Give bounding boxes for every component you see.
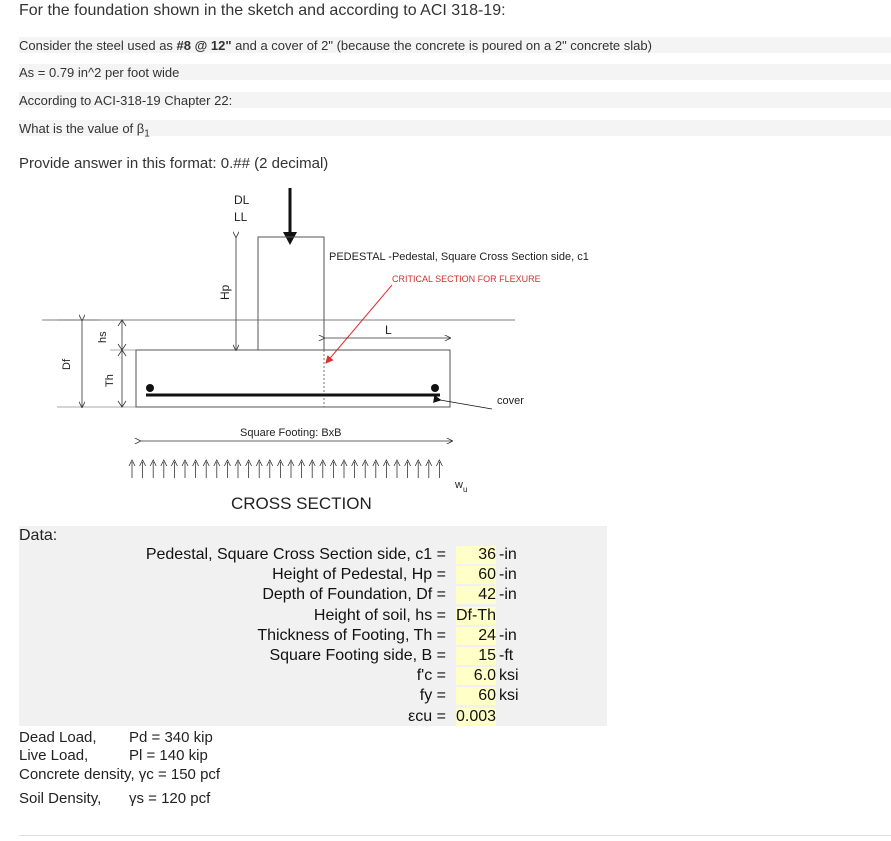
data-row-label: Thickness of Footing, Th = [257,626,446,644]
answer-format: Provide answer in this format: 0.## (2 decimal) [19,155,329,172]
hs-label: hs [97,331,109,343]
steel-note: Consider the steel used as #8 @ 12" and a cover of 2" (because the concrete is poured on a 2" concrete slab) [19,38,652,53]
as-note: As = 0.79 in^2 per foot wide [19,65,180,80]
soil-density-value: γs = 120 pcf [129,790,211,807]
data-row-value: 60 [456,687,496,705]
data-row-unit: -in [499,586,517,604]
dead-load-value: Pd = 340 kip [129,729,213,746]
beta-question: What is the value of $\beta_1$ [19,121,150,140]
df-label: Df [61,359,73,370]
wu-label: $w_u$ [455,479,468,494]
data-row-value: 24 [456,627,496,645]
pedestal-label: PEDESTAL -Pedestal, Square Cross Section side, c1 [329,251,589,263]
data-row-unit: -in [499,566,517,584]
data-row-label: fy = [419,687,446,705]
data-row-label: Pedestal, Square Cross Section side, c1 = [145,546,446,563]
data-row-label: f'c = [416,667,446,685]
data-row-unit: -in [499,626,517,644]
live-load-value: Pl = 140 kip [129,747,208,764]
critical-section-label: CRITICAL SECTION FOR FLEXURE [392,274,541,284]
data-row-label: Depth of Foundation, Df = [262,586,446,604]
data-label: Data: [19,527,58,544]
data-row-value: 6.0 [456,667,496,685]
divider [19,835,891,836]
soil-pressure-arrows [129,460,442,478]
footing-label: Square Footing: BxB [240,427,342,439]
th-label: Th [104,374,116,387]
cover-label: cover [497,395,524,407]
concrete-density: Concrete density, γc = 150 pcf [19,766,221,783]
data-row-value: 36 [456,546,496,564]
live-load-label: Live Load, [19,747,89,764]
l-label: L [385,323,392,337]
data-row-unit: ksi [499,687,519,705]
data-row-value: 15 [456,647,496,665]
cross-section-title: CROSS SECTION [231,494,372,513]
pedestal [258,237,324,350]
data-row-unit: -in [499,546,517,563]
data-row-label: Height of soil, hs = [313,606,446,624]
data-row-value: 60 [456,566,496,584]
dl-label: DL [234,193,250,207]
dead-load-label: Dead Load, [19,729,97,746]
data-row-label: εcu = [408,707,446,725]
soil-density-label: Soil Density, [19,790,102,807]
hp-label: Hp [218,284,232,300]
footing [136,350,450,407]
data-row-value: 0.003 [456,707,497,725]
aci-note: According to ACI-318-19 Chapter 22: [19,93,233,108]
data-row-unit: ksi [499,667,519,685]
data-row-label: Height of Pedestal, Hp = [272,566,446,584]
cross-section-sketch [0,185,589,525]
rebar-dot-left [146,384,154,392]
data-row-value: 42 [456,586,496,604]
question-title: For the foundation shown in the sketch and according to ACI 318-19: [19,2,506,19]
rebar-dot-right [431,384,439,392]
data-row-label: Square Footing side, B = [269,647,446,664]
ll-label: LL [234,210,248,224]
data-row-unit: -ft [499,647,514,664]
data-row-value: Df-Th [456,606,496,624]
